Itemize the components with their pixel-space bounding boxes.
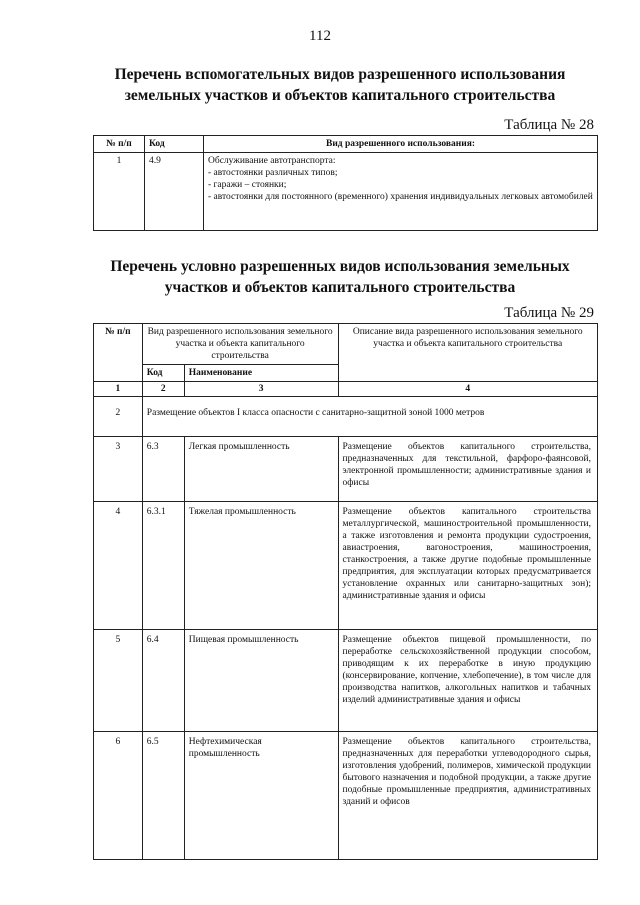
table-row (94, 630, 598, 732)
cell-code: 6.4 (142, 630, 184, 732)
table-header-row (94, 324, 598, 365)
table-row (94, 397, 598, 437)
cell-span-text: Размещение объектов I класса опасности с санитарно-защитной зоной 1000 метров (142, 397, 597, 437)
cell-code: 6.3.1 (142, 502, 184, 630)
cell-num: 5 (94, 630, 143, 732)
col-number: 1 (94, 382, 143, 397)
column-number-row (94, 382, 598, 397)
heading-auxiliary-uses: Перечень вспомогательных видов разрешенного использования земельных участков и объектов капитального строительства (114, 66, 566, 104)
cell-name: Легкая промышленность (184, 437, 338, 502)
cell-code: 4.9 (145, 153, 204, 231)
cell-num: 6 (94, 732, 143, 860)
cell-num: 3 (94, 437, 143, 502)
table-header-row (94, 136, 598, 153)
col-number: 3 (184, 382, 338, 397)
col-number: 4 (338, 382, 597, 397)
heading-conditional-uses: Перечень условно разрешенных видов использования земельных участков и объектов капитального строительства (110, 258, 570, 296)
header-name: Наименование (184, 365, 338, 382)
cell-num: 2 (94, 397, 143, 437)
header-code: Код (145, 136, 204, 153)
cell-code: 6.3 (142, 437, 184, 502)
header-num: № п/п (94, 136, 145, 153)
cell-use-lines: Обслуживание автотранспорта: - автостоянки различных типов; - гаражи – стоянки; - автостоянки для постоянного (временного) хранения индивидуальных легковых автомобилей (204, 153, 598, 231)
cell-description: Размещение объектов капитального строительства металлургической, машиностроительной промышленности, а также изготовления и ремонта продукции судостроения, авиастроения, вагоностроения, машиностроения, станкостроения, а также другие подобные промышленные предприятия, для эксплуатации которых предусматривается установление охранных или санитарно-защитных зон); административные здания и офисы (338, 502, 597, 630)
table-row (94, 732, 598, 860)
cell-description: Размещение объектов капитального строительства, предназначенных для переработки углеводородного сырья, изготовления удобрений, полимеров, химической продукции бытового назначения и подобной продукции, а также другие подобные промышленные предприятия, административных зданий и офисов (338, 732, 597, 860)
header-use-type: Вид разрешенного использования: (204, 136, 598, 153)
cell-num: 1 (94, 153, 145, 231)
table-29-label: Таблица № 29 (504, 305, 594, 321)
col-number: 2 (142, 382, 184, 397)
cell-num: 4 (94, 502, 143, 630)
table-28-label: Таблица № 28 (504, 117, 594, 133)
table-row (94, 437, 598, 502)
page-number: 112 (309, 28, 331, 44)
cell-description: Размещение объектов пищевой промышленности, по переработке сельскохозяйственной продукции способом, приводящим к их переработке в иную продукцию (консервирование, копчение, хлебопечение), в том числе для производства напитков, алкогольных напитков и табачных изделий административные здания и офисы (338, 630, 597, 732)
table-row (94, 153, 598, 231)
header-description: Описание вида разрешенного использования земельного участка и объекта капитального строительства (338, 324, 597, 382)
header-code: Код (142, 365, 184, 382)
cell-name: Тяжелая промышленность (184, 502, 338, 630)
header-num: № п/п (94, 324, 143, 382)
cell-name: Нефтехимическая промышленность (184, 732, 338, 860)
table-28 (93, 135, 598, 231)
table-row (94, 502, 598, 630)
table-29 (93, 323, 598, 860)
cell-name: Пищевая промышленность (184, 630, 338, 732)
header-group: Вид разрешенного использования земельного участка и объекта капитального строительства (142, 324, 338, 365)
cell-code: 6.5 (142, 732, 184, 860)
cell-description: Размещение объектов капитального строительства, предназначенных для текстильной, фарфоро-фаянсовой, электронной промышленности; административные здания и офисы (338, 437, 597, 502)
